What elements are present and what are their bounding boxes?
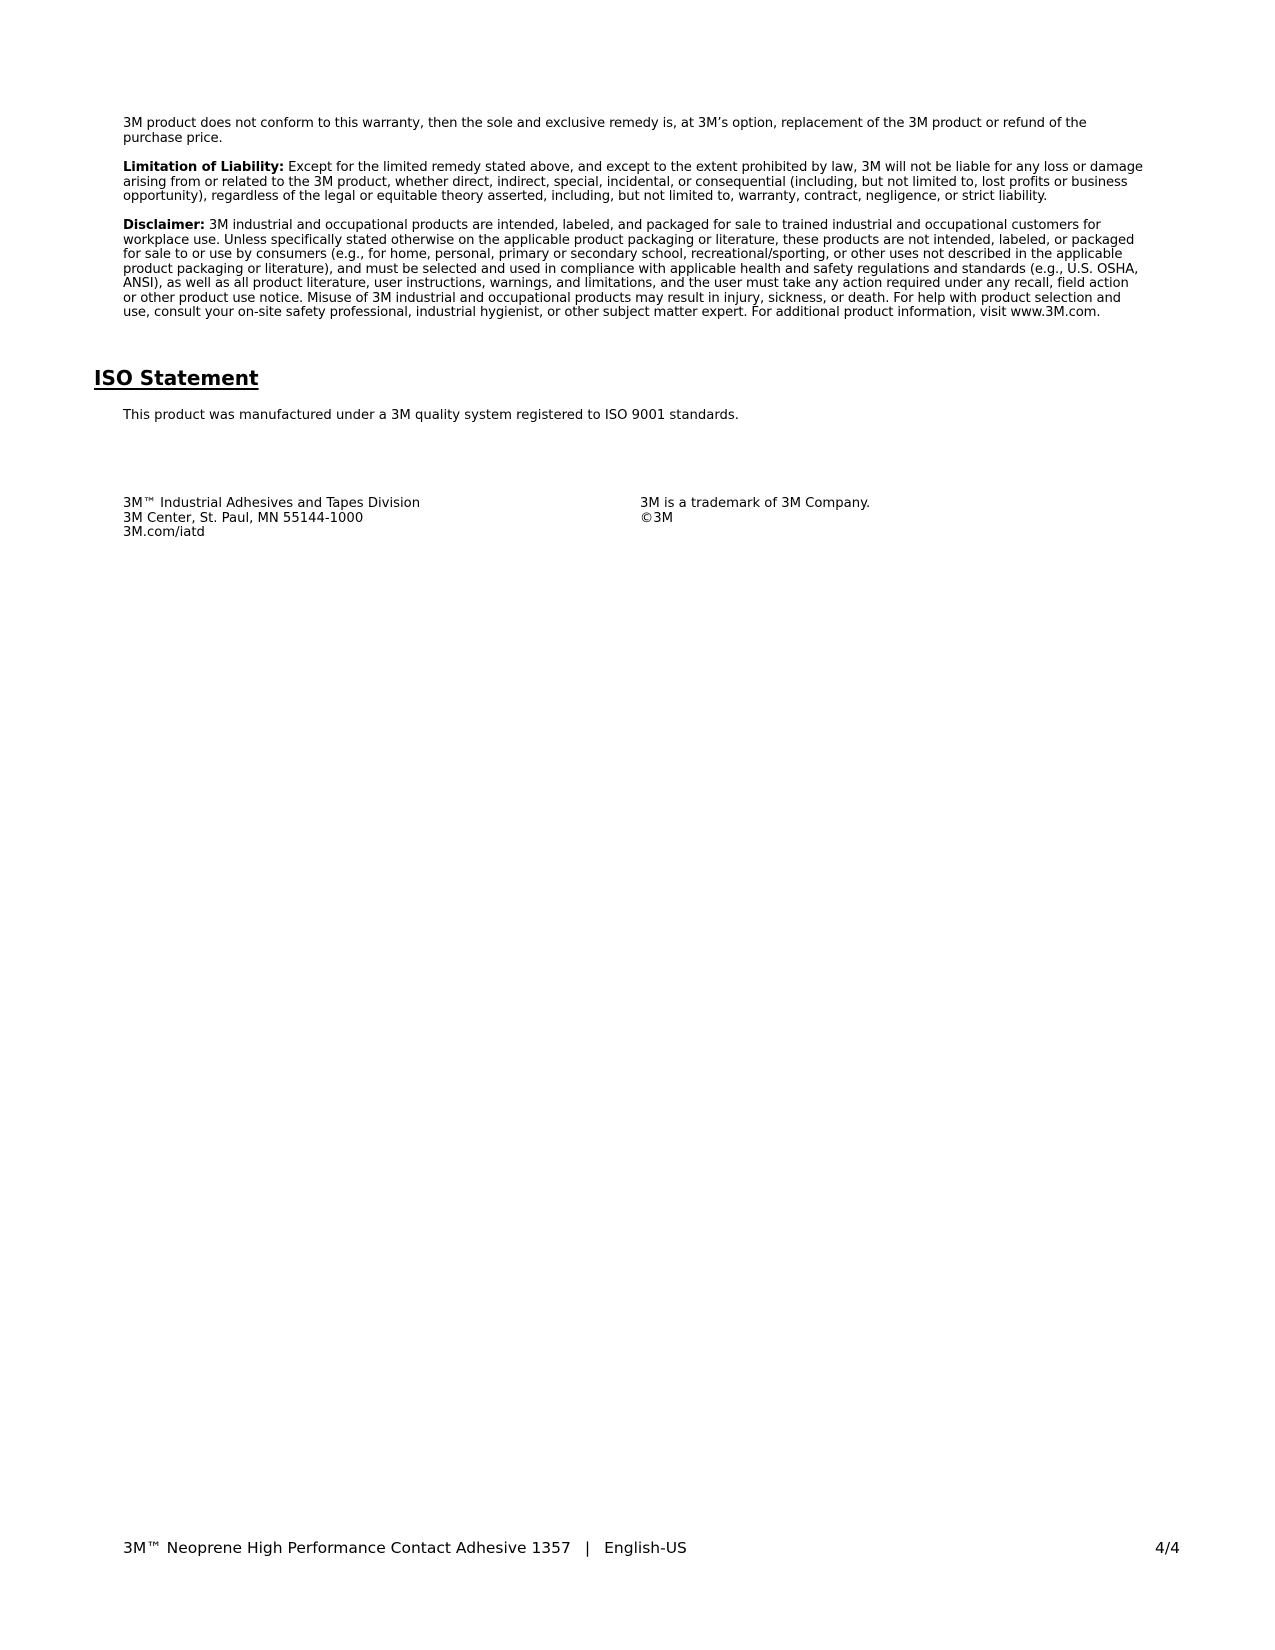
page-number: 4/4 — [1155, 1539, 1180, 1557]
division-address — [123, 497, 420, 541]
disclaimer-text: 3M industrial and occupational products are intended, labeled, and packaged for sale to trained industrial and occupational customers for workplace use. Unless specifically stated otherwise on the applicable product packaging or literature, these products are not intended, labeled, or packaged for sale to or use by consumers (e.g., for home, personal, primary or secondary school, recreational/sporting, or other uses not described in the applicable product packaging or literature), and must be selected and used in compliance with applicable health and safety regulations and standards (e.g., U.S. OSHA, ANSI), as well as all product literature, user instructions, warnings, and limitations, and the user must take any action required under any recall, field action or other product use notice. Misuse of 3M industrial and occupational products may result in injury, sickness, or death. For help with product selection and use, consult your on-site safety professional, industrial hygienist, or other subject matter expert. For additional product information, visit www.3M.com. — [123, 218, 1139, 320]
trademark-statement: 3M is a trademark of 3M Company. — [640, 496, 871, 511]
limitation-of-liability-label: Limitation of Liability: — [123, 160, 285, 175]
limitation-of-liability-text: Except for the limited remedy stated above, and except to the extent prohibited by law, 3M will not be liable for any loss or damage arising from or related to the 3M product, whether direct, indirect, special, incidental, or consequential (including, but not limited to, lost profits or business opportunity), regardless of the legal or equitable theory asserted, including, but not limited to, warranty, contract, negligence, or strict liability. — [123, 160, 1143, 204]
disclaimer-label: Disclaimer: — [123, 218, 205, 233]
iso-statement-text: This product was manufactured under a 3M quality system registered to ISO 9001 standards. — [123, 408, 739, 423]
footer-product-name: 3M™ Neoprene High Performance Contact Adhesive 1357 — [123, 1539, 571, 1557]
warranty-continuation-text: 3M product does not conform to this warranty, then the sole and exclusive remedy is, at 3M’s option, replacement of the 3M product or refund of the purchase price. — [123, 116, 1087, 146]
division-name: 3M™ Industrial Adhesives and Tapes Division — [123, 496, 421, 511]
division-website: 3M.com/iatd — [123, 525, 205, 540]
footer-language: English-US — [604, 1539, 687, 1557]
trademark-notice — [640, 497, 870, 526]
footer-separator: | — [584, 1539, 591, 1557]
copyright-mark: ©3M — [640, 510, 673, 526]
limitation-of-liability-paragraph — [123, 161, 1143, 205]
page-footer — [123, 1538, 687, 1558]
disclaimer-paragraph — [123, 219, 1143, 321]
street-address: 3M Center, St. Paul, MN 55144-1000 — [123, 510, 364, 526]
iso-statement-heading: ISO Statement — [94, 366, 259, 390]
warranty-continuation-paragraph — [123, 117, 1143, 146]
